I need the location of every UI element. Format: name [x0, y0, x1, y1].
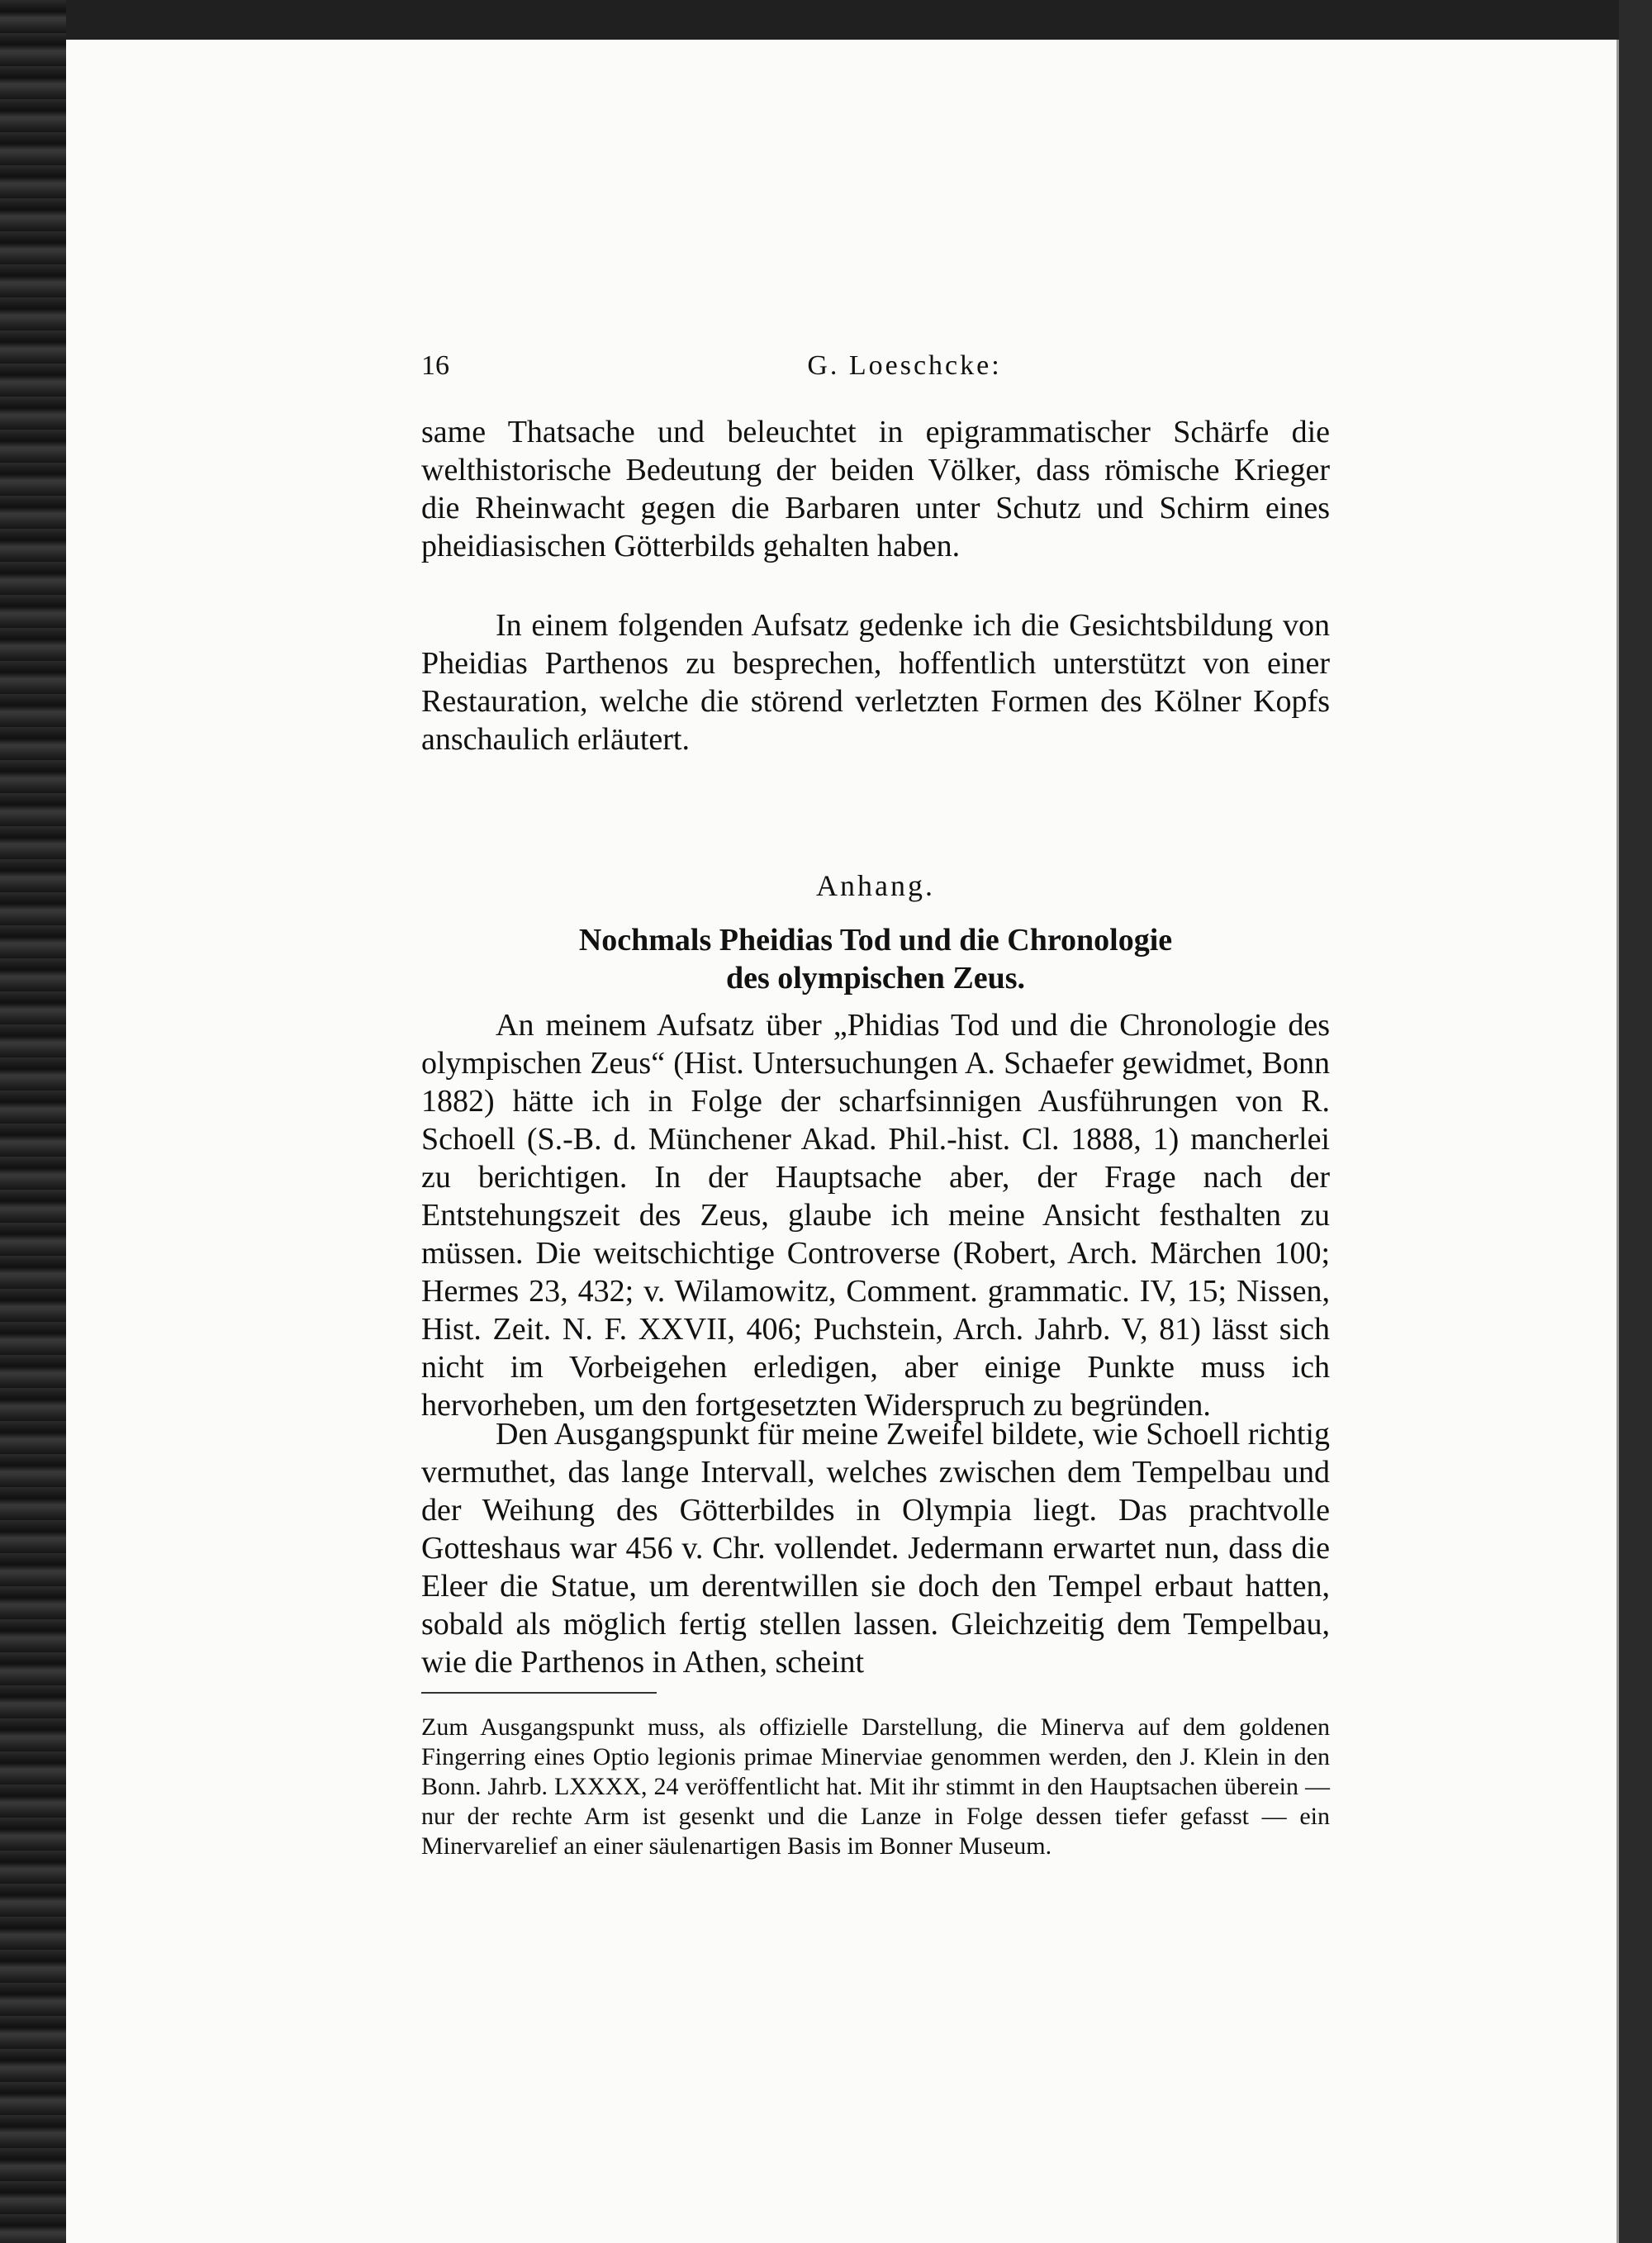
- page-number: 16: [421, 350, 449, 381]
- footnote: Zum Ausgangspunkt muss, als offizielle Darstellung, die Minerva auf dem goldenen Fingerring eines Optio legionis primae Minerviae genommen werden, den J. Klein in den Bonn. Jahrb. LXXXX, 24 veröffentlicht hat. Mit ihr stimmt in den Hauptsachen überein — nur der rechte Arm ist gesenkt und die Lanze in Folge dessen tiefer gefasst — ein Minervarelief an einer säulenartigen Basis im Bonner Museum.: [421, 1713, 1330, 1860]
- section-title-line-2: des olympischen Zeus.: [725, 961, 1026, 996]
- scan-border-left: [0, 0, 66, 2243]
- appendix-paragraph-1: An meinem Aufsatz über „Phidias Tod und die Chronologie des olympischen Zeus“ (Hist. Untersuchungen A. Schaefer gewidmet, Bonn 1882) hätte ich in Folge der scharfsinnigen Ausführungen von R. Schoell (S.-B. d. Münchener Akad. Phil.-hist. Cl. 1888, 1) mancherlei zu berichtigen. In der Hauptsache aber, der Frage nach der Entstehungszeit des Zeus, glaube ich meine Ansicht festhalten zu müssen. Die weitschichtige Controverse (Robert, Arch. Märchen 100; Hermes 23, 432; v. Wilamowitz, Comment. grammatic. IV, 15; Nissen, Hist. Zeit. N. F. XXVII, 406; Puchstein, Arch. Jahrb. V, 81) lässt sich nicht im Vorbeigehen erledigen, aber einige Punkte muss ich hervorheben, um den fortgesetzten Widerspruch zu begründen.: [421, 1008, 1330, 1423]
- body-paragraph-2: In einem folgenden Aufsatz gedenke ich die Gesichtsbildung von Pheidias Parthenos zu besprechen, hoffentlich unterstützt von einer Restauration, welche die störend verletzten Formen des Kölner Kopfs anschaulich erläutert.: [421, 608, 1330, 757]
- appendix-paragraph-2: Den Ausgangspunkt für meine Zweifel bildete, wie Schoell richtig vermuthet, das lange Intervall, welches zwischen dem Tempelbau und der Weihung des Götterbildes in Olympia liegt. Das prachtvolle Gotteshaus war 456 v. Chr. vollendet. Jedermann erwartet nun, dass die Eleer die Statue, um derentwillen sie doch den Tempel erbaut hatten, sobald als möglich fertig stellen lassen. Gleichzeitig dem Tempelbau, wie die Parthenos in Athen, scheint: [421, 1417, 1330, 1680]
- running-head-author: G. Loeschcke:: [807, 350, 1002, 381]
- page-gutter-edge: [1616, 40, 1619, 2243]
- section-title-line-1: Nochmals Pheidias Tod und die Chronologie: [578, 923, 1173, 958]
- footnote-rule: [421, 1692, 657, 1694]
- scan-border-top: [0, 0, 1652, 40]
- appendix-label: Anhang.: [816, 869, 935, 902]
- scan-border-right: [1619, 0, 1652, 2243]
- book-page: [66, 40, 1619, 2243]
- running-head: [421, 350, 1388, 400]
- section-title: [421, 921, 1330, 997]
- body-paragraph-1: same Thatsache und beleuchtet in epigrammatischer Schärfe die welthistorische Bedeutung der beiden Völker, dass römische Krieger die Rheinwacht gegen die Barbaren unter Schutz und Schirm eines pheidiasischen Götterbilds gehalten haben.: [421, 415, 1330, 563]
